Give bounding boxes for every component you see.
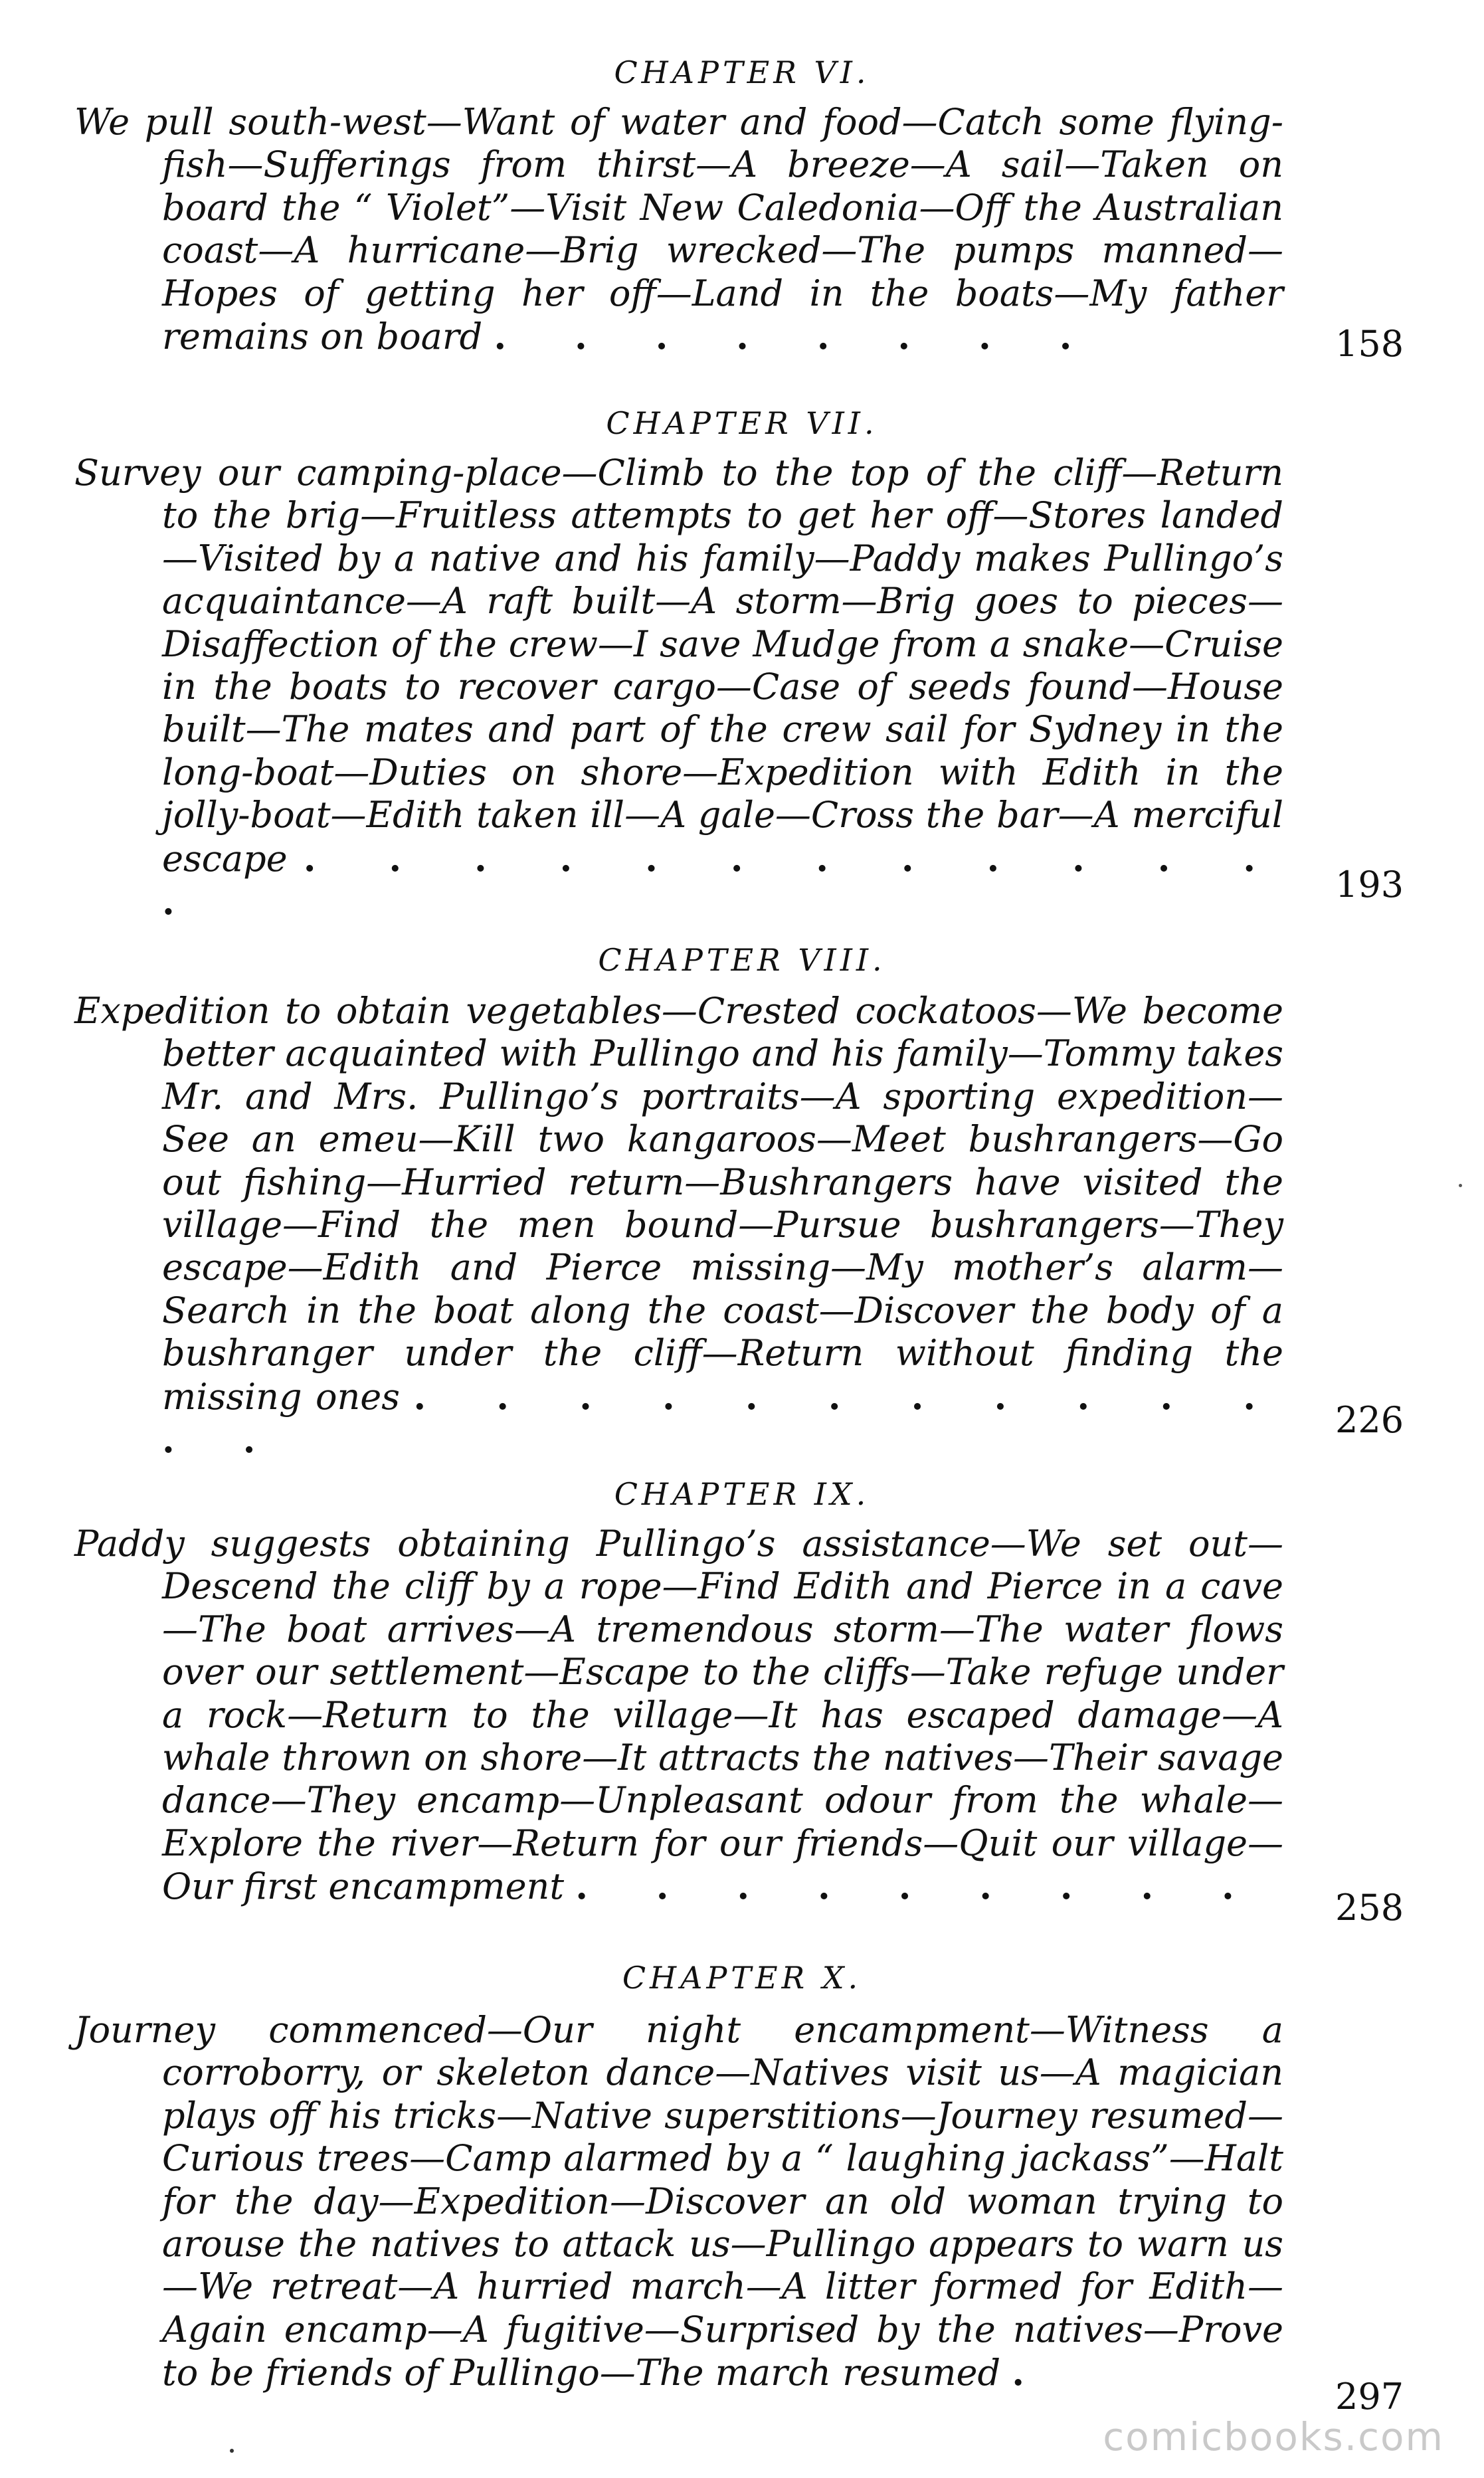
chapter-summary-10 [74,2009,1283,2395]
chapter-summary-6 [74,101,1283,358]
chapter-heading-6: CHAPTER VI. [614,54,870,90]
dot-leaders: . . . . . . . . . [575,1865,1262,1908]
dot-leaders: . . . . . . . . [494,315,1100,358]
page-number-10: 297 [1335,2376,1404,2418]
chapter-heading-7: CHAPTER VII. [606,405,878,441]
dot-leaders: . . . . . . . . . . . . . [162,1375,1283,1462]
chapter-summary-text-8: Expedition to obtain vegetables—Crested cockatoos—We become better acquainted with Pullingo and his family—Tommy takes Mr. and Mrs. Pullingo’s portraits—A sporting expedition—See an emeu—Kill two kangaroos—Meet bushrangers—Go out fishing—Hurried return—Bushrangers have visited the village—Find the men bound—Pursue bushrangers—They escape—Edith and Pierce missing—My mother’s alarm—Search in the boat along the coast—Discover the body of a bushranger under the cliff—Return without finding the missing ones [74,990,1283,1418]
chapter-heading-9: CHAPTER IX. [614,1476,870,1512]
page-number-7: 193 [1335,864,1404,905]
dot-leaders: . [1012,2351,1053,2394]
page-number-8: 226 [1335,1399,1404,1441]
chapter-heading-8: CHAPTER VIII. [598,942,886,978]
chapter-heading-10: CHAPTER X. [622,1960,862,1996]
chapter-summary-9 [74,1523,1283,1909]
chapter-summary-text-7: Survey our camping-place—Climb to the top of the cliff—Return to the brig—Fruitless attempts to get her off—Stores landed—Visited by a native and his family—Paddy makes Pullingo’s acquaintance—A raft built—A storm—Brig goes to pieces—Disaffection of the crew—I save Mudge from a snake—Cruise in the boats to recover cargo—Case of seeds found—House built—The mates and part of the crew sail for Sydney in the long-boat—Duties on shore—Expedition with Edith in the jolly-boat—Edith taken ill—A gale—Cross the bar—A merciful escape [74,452,1283,880]
footer-speck [230,2449,234,2453]
dot-leaders: . . . . . . . . . . . . . [162,836,1283,923]
margin-speck [1459,1184,1462,1187]
chapter-summary-7 [74,452,1283,923]
page-number-6: 158 [1335,323,1404,365]
chapter-summary-8 [74,990,1283,1462]
chapter-summary-text-6: We pull south-west—Want of water and food—Catch some flying-fish—Sufferings from thirst—A breeze—A sail—Taken on board the “ Violet”—Visit New Caledonia—Off the Australian coast—A hurricane—Brig wrecked—The pumps manned—Hopes of getting her off—Land in the boats—My father remains on board [74,101,1283,358]
chapter-summary-text-10: Journey commenced—Our night encampment—Witness a corroborry, or skeleton dance—Natives visit us—A magician plays off his tricks—Native superstitions—Journey resumed—Curious trees—Camp alarmed by a “ laughing jackass”—Halt for the day—Expedition—Discover an old woman trying to arouse the natives to attack us—Pullingo appears to warn us—We retreat—A hurried march—A litter formed for Edith—Again encamp—A fugitive—Surprised by the natives—Prove to be friends of Pullingo—The march resumed [74,2009,1283,2394]
page-number-9: 258 [1335,1887,1404,1929]
watermark-logo: comicbooks.com [1103,2414,1444,2459]
chapter-summary-text-9: Paddy suggests obtaining Pullingo’s assistance—We set out—Descend the cliff by a rope—Find Edith and Pierce in a cave—The boat arrives—A tremendous storm—The water flows over our settlement—Escape to the cliffs—Take refuge under a rock—Return to the village—It has escaped damage—A whale thrown on shore—It attracts the natives—Their savage dance—They encamp—Unpleasant odour from the whale—Explore the river—Return for our friends—Quit our village—Our first encampment [74,1523,1283,1908]
